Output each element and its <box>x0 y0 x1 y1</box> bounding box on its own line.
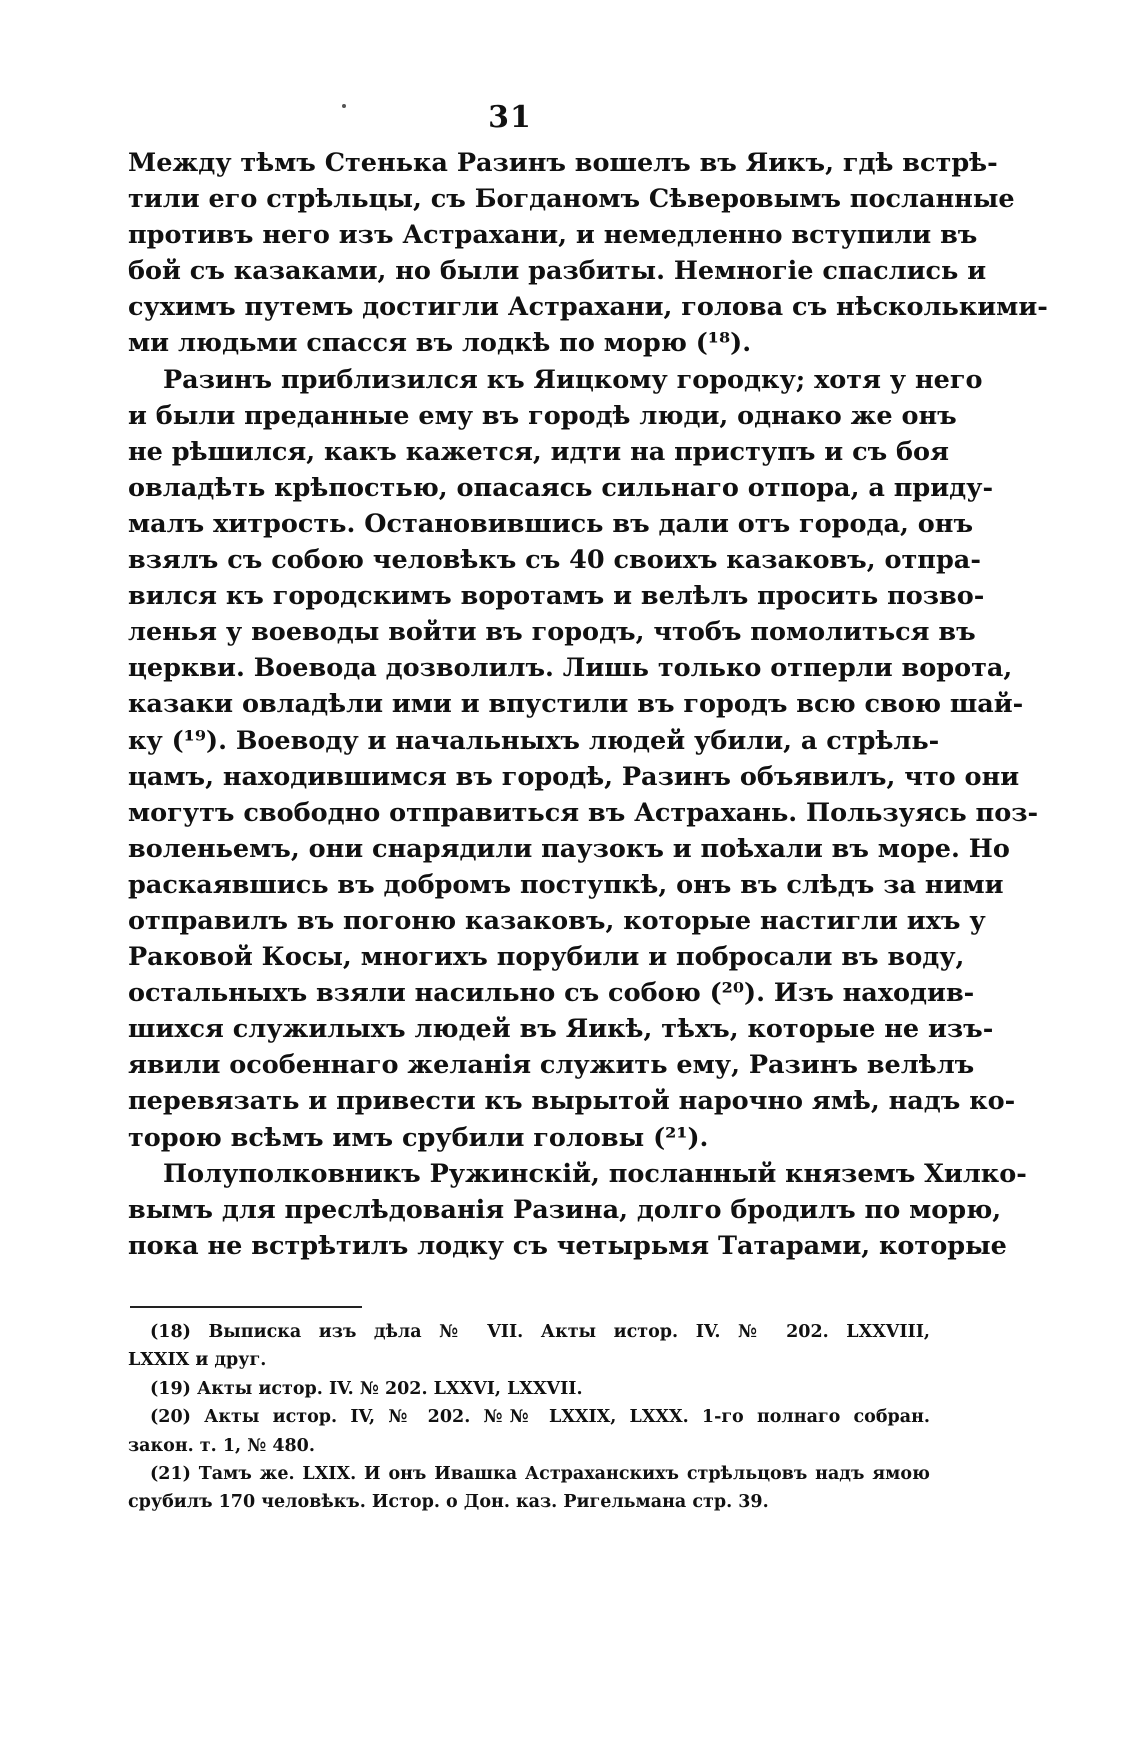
footnote-line: LXXIX и друг. <box>128 1350 267 1371</box>
text-line: торою всѣмъ имъ срубили головы (²¹). <box>128 1122 709 1153</box>
text-line: Полуполковникъ Ружинскій, посланный княземъ Хилко- <box>163 1158 1027 1189</box>
text-line: и были преданные ему въ городѣ люди, однако же онъ <box>128 400 957 431</box>
text-line: Между тѣмъ Стенька Разинъ вошелъ въ Яикъ, гдѣ встрѣ- <box>128 148 998 178</box>
text-line: малъ хитрость. Остановившись въ дали отъ города, онъ <box>128 508 974 539</box>
main-text <box>128 145 1048 1264</box>
text-line: перевязать и привести къ вырытой нарочно ямѣ, надъ ко- <box>128 1086 1016 1117</box>
text-line: тили его стрѣльцы, съ Богданомъ Сѣверовымъ посланные <box>128 184 1015 215</box>
text-line: ми людьми спасся въ лодкѣ по морю (¹⁸). <box>128 328 752 359</box>
text-line: раскаявшись въ добромъ поступкѣ, онъ въ слѣдъ за ними <box>128 869 1004 900</box>
text-line: не рѣшился, какъ кажется, идти на приступъ и съ боя <box>128 436 949 467</box>
text-line: бой съ казаками, но были разбиты. Немногіе спаслись и <box>128 256 987 287</box>
text-line: воленьемъ, они снарядили паузокъ и поѣхали въ море. Но <box>128 833 1010 864</box>
text-line: шихся служилыхъ людей въ Яикѣ, тѣхъ, которые не изъ- <box>128 1014 994 1045</box>
text-line: взялъ съ собою человѣкъ съ 40 своихъ казаковъ, отпра- <box>128 545 981 576</box>
page-number: 31 <box>488 100 532 135</box>
text-line: казаки овладѣли ими и впустили въ городъ всю свою шай- <box>128 689 1024 720</box>
text-line: ленья у воеводы войти въ городъ, чтобъ помолиться въ <box>128 617 976 648</box>
text-line: вился къ городскимъ воротамъ и велѣлъ просить позво- <box>128 581 985 612</box>
text-line: Раковой Косы, многихъ порубили и побросали въ воду, <box>128 942 965 973</box>
footnote-line: (20) Акты истор. IV, № 202. №№ LXXIX, LXXX. 1-го полнаго собран. <box>150 1407 930 1428</box>
text-line: ку (¹⁹). Воеводу и начальныхъ людей убили, а стрѣль- <box>128 725 940 756</box>
text-line: явили особеннаго желанія служить ему, Разинъ велѣлъ <box>128 1050 975 1081</box>
text-line: овладѣть крѣпостью, опасаясь сильнаго отпора, а приду- <box>128 472 994 503</box>
footnote-line: срубилъ 170 человѣкъ. Истор. о Дон. каз. Ригельмана стр. 39. <box>128 1492 769 1513</box>
text-line: вымъ для преслѣдованія Разина, долго бродилъ по морю, <box>128 1194 1002 1225</box>
text-line: Разинъ приблизился къ Яицкому городку; хотя у него <box>163 364 983 395</box>
text-line: остальныхъ взяли насильно съ собою (²⁰). Изъ находив- <box>128 978 975 1009</box>
text-line: цамъ, находившимся въ городѣ, Разинъ объявилъ, что они <box>128 761 1020 792</box>
footnote-divider <box>130 1306 362 1308</box>
footnote-line: закон. т. 1, № 480. <box>128 1435 315 1456</box>
text-line: сухимъ путемъ достигли Астрахани, голова съ нѣсколькими- <box>128 292 1048 323</box>
text-line: церкви. Воевода дозволилъ. Лишь только отперли ворота, <box>128 653 1013 684</box>
footnote-line: (21) Тамъ же. LXIX. И онъ Ивашка Астраханскихъ стрѣльцовъ надъ ямою <box>150 1464 930 1485</box>
footnotes <box>128 1318 930 1517</box>
text-line: пока не встрѣтилъ лодку съ четырьмя Татарами, которые <box>128 1230 1007 1261</box>
text-line: отправилъ въ погоню казаковъ, которые настигли ихъ у <box>128 905 986 936</box>
text-line: противъ него изъ Астрахани, и немедленно вступили въ <box>128 220 978 251</box>
text-line: могутъ свободно отправиться въ Астрахань. Пользуясь поз- <box>128 797 1039 828</box>
footnote-line: (18) Выписка изъ дѣла № VII. Акты истор. IV. № 202. LXXVIII, <box>150 1322 930 1342</box>
footnote-line: (19) Акты истор. IV. № 202. LXXVI, LXXVII. <box>150 1378 583 1399</box>
